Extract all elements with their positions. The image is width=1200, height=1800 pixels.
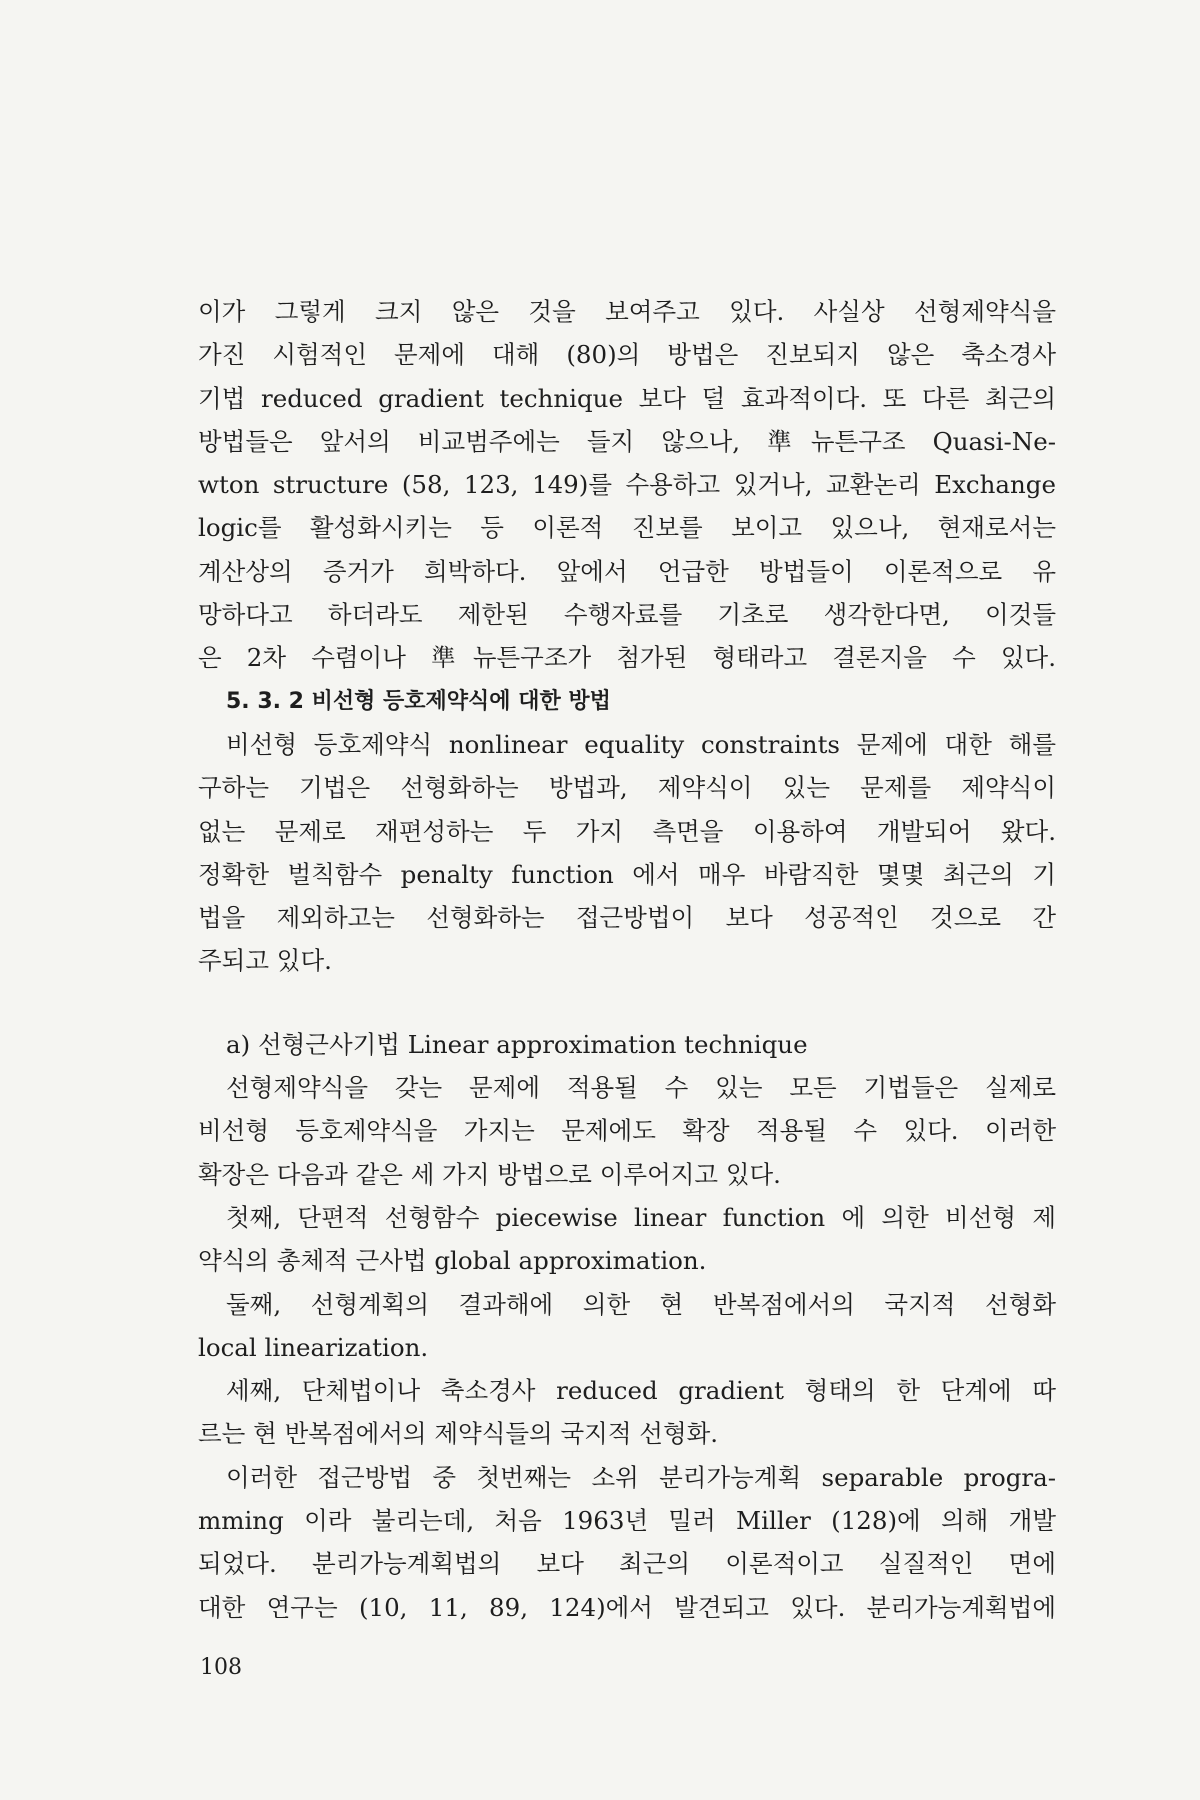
text-line: 확장은 다음과 같은 세 가지 방법으로 이루어지고 있다. [198,1159,781,1189]
text-line: 계산상의 증거가 희박하다. 앞에서 언급한 방법들이 이론적으로 유 [198,556,1056,586]
text-line: 첫째, 단편적 선형함수 piecewise linear function 에 의한 비선형 제 [226,1202,1056,1232]
text-line: 법을 제외하고는 선형화하는 접근방법이 보다 성공적인 것으로 간 [198,903,1056,933]
text-line: 대한 연구는 (10, 11, 89, 124)에서 발견되고 있다. 분리가능계획법에 [198,1592,1056,1622]
page-number: 108 [200,1655,242,1680]
text-line: local linearization. [198,1332,429,1362]
text-line: 이러한 접근방법 중 첫번째는 소위 분리가능계획 separable progra- [226,1462,1056,1492]
text-line: 없는 문제로 재편성하는 두 가지 측면을 이용하여 개발되어 왔다. [198,816,1056,846]
text-line: 르는 현 반복점에서의 제약식들의 국지적 선형화. [198,1419,719,1449]
text-line: 기법 reduced gradient technique 보다 덜 효과적이다. 또 다른 최근의 [198,383,1056,413]
text-line: 망하다고 하더라도 제한된 수행자료를 기초로 생각한다면, 이것들 [198,600,1056,630]
text-line: 이가 그렇게 크지 않은 것을 보여주고 있다. 사실상 선형제약식을 [198,297,1056,326]
section-heading: 5. 3. 2 비선형 등호제약식에 대한 방법 [226,688,611,714]
text-line: 선형제약식을 갖는 문제에 적용될 수 있는 모든 기법들은 실제로 [226,1073,1056,1103]
text-line: 은 2차 수렴이나 準뉴튼구조가 첨가된 형태라고 결론지을 수 있다. [198,643,1056,673]
text-line: 세째, 단체법이나 축소경사 reduced gradient 형태의 한 단계에 따 [226,1376,1056,1406]
body-text [198,290,1056,1629]
text-line: 비선형 등호제약식 nonlinear equality constraints 문제에 대한 해를 [226,729,1056,759]
subsection-heading: a) 선형근사기법 Linear approximation technique [226,1029,808,1059]
text-line: mming 이라 불리는데, 처음 1963년 밀러 Miller (128)에 의해 개발 [198,1506,1056,1536]
text-line: 가진 시험적인 문제에 대해 (80)의 방법은 진보되지 않은 축소경사 [198,340,1056,370]
text-line: 둘째, 선형계획의 결과해에 의한 현 반복점에서의 국지적 선형화 [226,1289,1056,1319]
paragraph-gap [198,983,1056,1023]
text-line: logic를 활성화시키는 등 이론적 진보를 보이고 있으나, 현재로서는 [198,513,1056,543]
text-line: 정확한 벌칙함수 penalty function 에서 매우 바람직한 몇몇 최근의 기 [198,859,1056,889]
text-line: 약식의 총체적 근사법 global approximation. [198,1246,707,1276]
text-line: 주되고 있다. [198,946,332,976]
text-line: 방법들은 앞서의 비교범주에는 들지 않으나, 準뉴튼구조 Quasi-Ne- [198,426,1056,456]
text-line: 비선형 등호제약식을 가지는 문제에도 확장 적용될 수 있다. 이러한 [198,1116,1056,1146]
text-line: wton structure (58, 123, 149)를 수용하고 있거나, 교환논리 Exchange [198,470,1056,500]
text-line: 되었다. 분리가능계획법의 보다 최근의 이론적이고 실질적인 면에 [198,1549,1056,1579]
text-line: 구하는 기법은 선형화하는 방법과, 제약식이 있는 문제를 제약식이 [198,773,1056,803]
